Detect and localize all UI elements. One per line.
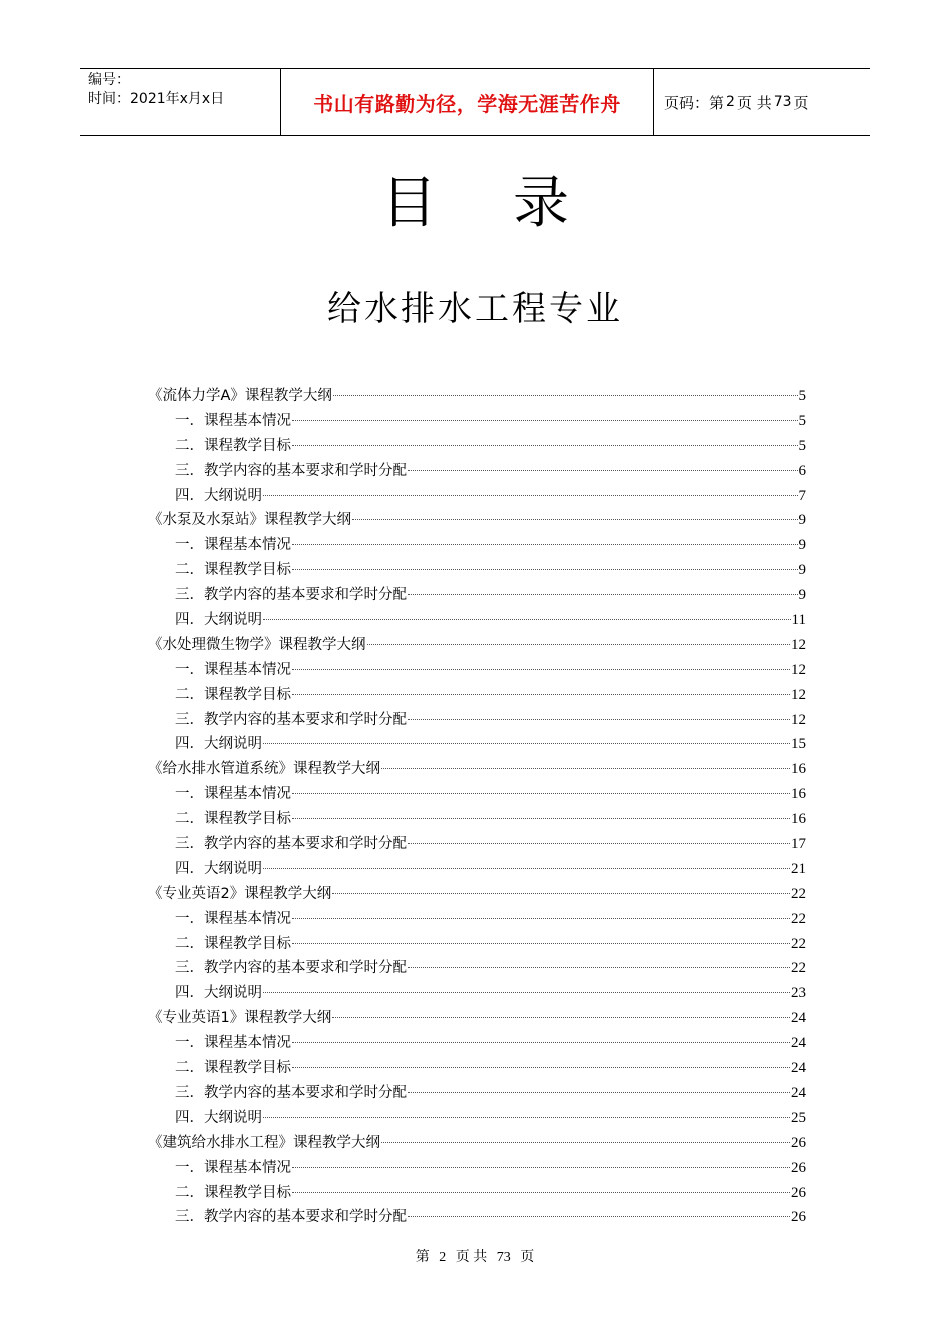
toc-leader-dots: [367, 644, 791, 645]
toc-leader-dots: [292, 445, 798, 446]
toc-leader-dots: [333, 395, 798, 396]
page-footer: [0, 1246, 950, 1266]
toc-entry-label: 一．课程基本情况: [175, 1035, 291, 1052]
footer-total: 73: [496, 1250, 511, 1265]
toc-entry-page: 16: [791, 811, 806, 828]
toc-entry-label: 四．大纲说明: [175, 1109, 262, 1126]
page-prefix: 页码：第: [664, 93, 725, 112]
toc-leader-dots: [292, 1067, 790, 1068]
toc-entry-page: 5: [798, 412, 806, 429]
toc-entry-page: 16: [791, 761, 806, 778]
time-label: 时间：2021年x月x日: [88, 91, 225, 107]
toc-entry-page: 11: [791, 612, 806, 629]
toc-entry-page: 22: [791, 935, 806, 952]
page-header: [80, 68, 870, 136]
document-subtitle: 给水排水工程专业: [327, 289, 623, 329]
toc-entry-page: 26: [791, 1134, 806, 1151]
toc-entry-page: 22: [791, 910, 806, 927]
header-page-info: [654, 69, 870, 135]
toc-entry-page: 9: [798, 562, 806, 579]
toc-course-entry[interactable]: [148, 757, 806, 782]
toc-entry-page: 9: [798, 587, 806, 604]
document-title: 目录: [381, 171, 645, 236]
toc-entry-page: 12: [791, 711, 806, 728]
toc-course-entry[interactable]: [148, 508, 806, 533]
toc-subentry[interactable]: [148, 857, 806, 882]
toc-entry-label: 三．教学内容的基本要求和学时分配: [175, 960, 407, 977]
toc-entry-page: 26: [791, 1159, 806, 1176]
toc-leader-dots: [263, 743, 790, 744]
toc-entry-page: 7: [798, 487, 806, 504]
toc-leader-dots: [292, 1167, 790, 1168]
toc-leader-dots: [332, 893, 790, 894]
toc-entry-page: 6: [798, 462, 806, 479]
toc-entry-label: 三．教学内容的基本要求和学时分配: [175, 711, 407, 728]
toc-subentry[interactable]: [148, 1205, 806, 1230]
footer-current: 2: [439, 1250, 447, 1265]
toc-entry-label: 一．课程基本情况: [175, 537, 291, 554]
footer-prefix: 第: [415, 1250, 430, 1265]
toc-leader-dots: [292, 669, 790, 670]
toc-entry-page: 22: [791, 885, 806, 902]
toc-course-entry[interactable]: [148, 384, 806, 409]
header-motto-cell: [281, 69, 654, 135]
toc-entry-label: 一．课程基本情况: [175, 412, 291, 429]
toc-entry-label: 《流体力学A》课程教学大纲: [148, 388, 332, 404]
footer-mid: 页 共: [455, 1250, 488, 1265]
toc-subentry[interactable]: [148, 583, 806, 608]
toc-leader-dots: [263, 1117, 790, 1118]
toc-entry-label: 三．教学内容的基本要求和学时分配: [175, 1084, 407, 1101]
toc-entry-page: 24: [791, 1084, 806, 1101]
toc-entry-label: 二．课程教学目标: [175, 562, 291, 579]
toc-subentry[interactable]: [148, 782, 806, 807]
toc-entry-page: 21: [791, 860, 806, 877]
page-mid: 页 共: [736, 93, 772, 112]
footer-suffix: 页: [520, 1250, 535, 1265]
toc-subentry[interactable]: [148, 683, 806, 708]
toc-leader-dots: [381, 768, 790, 769]
toc-entry-label: 一．课程基本情况: [175, 786, 291, 803]
table-of-contents: [148, 384, 806, 1230]
toc-leader-dots: [263, 495, 798, 496]
toc-entry-page: 23: [791, 985, 806, 1002]
toc-entry-page: 9: [798, 512, 806, 529]
toc-leader-dots: [263, 619, 791, 620]
toc-leader-dots: [408, 470, 798, 471]
toc-entry-page: 12: [791, 661, 806, 678]
toc-entry-label: 二．课程教学目标: [175, 686, 291, 703]
toc-leader-dots: [352, 519, 798, 520]
toc-subentry[interactable]: [148, 434, 806, 459]
toc-subentry[interactable]: [148, 907, 806, 932]
toc-entry-label: 二．课程教学目标: [175, 437, 291, 454]
toc-subentry[interactable]: [148, 932, 806, 957]
toc-entry-page: 12: [791, 636, 806, 653]
toc-entry-page: 9: [798, 537, 806, 554]
toc-leader-dots: [381, 1142, 790, 1143]
toc-leader-dots: [292, 420, 798, 421]
toc-leader-dots: [292, 1042, 790, 1043]
toc-entry-label: 《水泵及水泵站》课程教学大纲: [148, 512, 351, 529]
page-current: 2: [726, 94, 735, 110]
toc-entry-label: 二．课程教学目标: [175, 935, 291, 952]
toc-subentry[interactable]: [148, 1031, 806, 1056]
toc-leader-dots: [408, 719, 790, 720]
toc-subentry[interactable]: [148, 484, 806, 509]
toc-entry-label: 一．课程基本情况: [175, 1159, 291, 1176]
toc-entry-label: 三．教学内容的基本要求和学时分配: [175, 836, 407, 853]
toc-subentry[interactable]: [148, 832, 806, 857]
toc-entry-label: 《建筑给水排水工程》课程教学大纲: [148, 1134, 380, 1151]
toc-leader-dots: [292, 694, 790, 695]
toc-subentry[interactable]: [148, 1181, 806, 1206]
motto: 书山有路勤为径，学海无涯苦作舟: [313, 91, 621, 116]
toc-subentry[interactable]: [148, 1056, 806, 1081]
toc-entry-page: 22: [791, 960, 806, 977]
toc-entry-label: 二．课程教学目标: [175, 1184, 291, 1201]
toc-subentry[interactable]: [148, 708, 806, 733]
toc-leader-dots: [292, 918, 790, 919]
toc-leader-dots: [292, 1192, 790, 1193]
toc-entry-page: 12: [791, 686, 806, 703]
toc-entry-label: 《给水排水管道系统》课程教学大纲: [148, 761, 380, 778]
toc-entry-label: 四．大纲说明: [175, 487, 262, 504]
toc-entry-label: 《专业英语1》课程教学大纲: [148, 1010, 332, 1027]
toc-subentry[interactable]: [148, 409, 806, 434]
toc-entry-label: 三．教学内容的基本要求和学时分配: [175, 462, 407, 479]
toc-leader-dots: [408, 843, 790, 844]
toc-entry-page: 24: [791, 1035, 806, 1052]
page-total: 73: [773, 94, 792, 110]
toc-subentry[interactable]: [148, 807, 806, 832]
toc-entry-label: 二．课程教学目标: [175, 1060, 291, 1077]
toc-entry-label: 一．课程基本情况: [175, 910, 291, 927]
toc-entry-page: 25: [791, 1109, 806, 1126]
toc-leader-dots: [408, 1216, 790, 1217]
toc-entry-label: 四．大纲说明: [175, 860, 262, 877]
toc-leader-dots: [292, 793, 790, 794]
toc-entry-label: 四．大纲说明: [175, 736, 262, 753]
toc-leader-dots: [408, 967, 790, 968]
toc-entry-page: 15: [791, 736, 806, 753]
toc-subentry[interactable]: [148, 732, 806, 757]
toc-course-entry[interactable]: [148, 1131, 806, 1156]
toc-subentry[interactable]: [148, 981, 806, 1006]
toc-entry-page: 16: [791, 786, 806, 803]
toc-entry-label: 《水处理微生物学》课程教学大纲: [148, 636, 366, 653]
toc-entry-label: 《专业英语2》课程教学大纲: [148, 885, 332, 902]
toc-leader-dots: [263, 992, 790, 993]
toc-entry-page: 24: [791, 1060, 806, 1077]
toc-subentry[interactable]: [148, 658, 806, 683]
toc-leader-dots: [292, 569, 798, 570]
toc-entry-label: 四．大纲说明: [175, 985, 262, 1002]
toc-subentry[interactable]: [148, 1081, 806, 1106]
toc-course-entry[interactable]: [148, 1006, 806, 1031]
serial-label: 编号：: [88, 72, 130, 88]
toc-entry-page: 26: [791, 1209, 806, 1226]
toc-course-entry[interactable]: [148, 633, 806, 658]
toc-subentry[interactable]: [148, 558, 806, 583]
toc-entry-page: 5: [798, 437, 806, 454]
toc-entry-label: 二．课程教学目标: [175, 811, 291, 828]
toc-subentry[interactable]: [148, 956, 806, 981]
toc-leader-dots: [263, 868, 790, 869]
toc-leader-dots: [292, 818, 790, 819]
toc-leader-dots: [408, 1092, 790, 1093]
toc-leader-dots: [292, 943, 790, 944]
toc-subentry[interactable]: [148, 1156, 806, 1181]
toc-entry-label: 三．教学内容的基本要求和学时分配: [175, 587, 407, 604]
toc-subentry[interactable]: [148, 533, 806, 558]
toc-entry-label: 一．课程基本情况: [175, 661, 291, 678]
toc-entry-label: 三．教学内容的基本要求和学时分配: [175, 1209, 407, 1226]
toc-entry-page: 17: [791, 836, 806, 853]
toc-entry-page: 26: [791, 1184, 806, 1201]
toc-entry-page: 24: [791, 1010, 806, 1027]
toc-leader-dots: [332, 1017, 790, 1018]
toc-subentry[interactable]: [148, 608, 806, 633]
page-suffix: 页: [793, 93, 809, 112]
toc-course-entry[interactable]: [148, 882, 806, 907]
toc-subentry[interactable]: [148, 1106, 806, 1131]
toc-leader-dots: [408, 594, 798, 595]
toc-entry-page: 5: [798, 388, 806, 404]
header-meta: [80, 69, 281, 135]
toc-leader-dots: [292, 544, 798, 545]
toc-entry-label: 四．大纲说明: [175, 612, 262, 629]
toc-subentry[interactable]: [148, 459, 806, 484]
